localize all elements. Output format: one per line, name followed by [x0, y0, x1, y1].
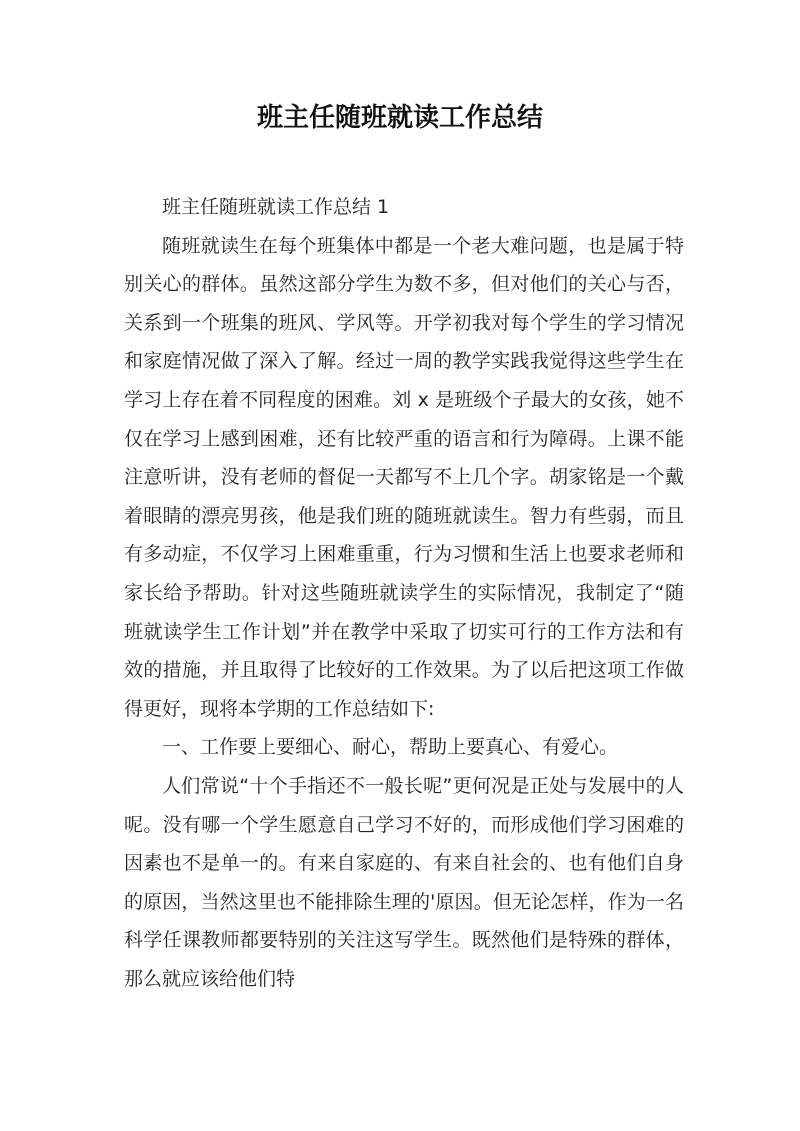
section-heading: 班主任随班就读工作总结 1: [162, 196, 390, 218]
subsection-heading: 一、工作要上要细心、耐心，帮助上要真心、有爱心。: [162, 736, 619, 759]
document-title: 班主任随班就读工作总结: [256, 103, 543, 133]
paragraph-body: 人们常说“十个手指还不一般长呢”更何况是正处与发展中的人呢。没有哪一个学生愿意自己学习不好的，而形成他们学习困难的因素也不是单一的。有来自家庭的、有来自社会的、也有他们自身的原因，当然这里也不能排除生理的'原因。但无论怎样，作为一名科学任课教师都要特别的关注这写学生。既然他们是特殊的群体，那么就应该给他们特: [124, 774, 684, 990]
paragraph-intro: 随班就读生在每个班集体中都是一个老大难问题，也是属于特别关心的群体。虽然这部分学生为数不多，但对他们的关心与否，关系到一个班集的班风、学风等。开学初我对每个学生的学习情况和家庭情况做了深入了解。经过一周的教学实践我觉得这些学生在学习上存在着不同程度的困难。刘 x 是班级个子最大的女孩，她不仅在学习上感到困难，还有比较严重的语言和行为障碍。上课不能注意听讲，没有老师的督促一天都写不上几个字。胡家铭是一个戴着眼睛的漂亮男孩，他是我们班的随班就读生。智力有些弱，而且有多动症，不仅学习上困难重重，行为习惯和生活上也要求老师和家长给予帮助。针对这些随班就读学生的实际情况，我制定了“随班就读学生工作计划”并在教学中采取了切实可行的工作方法和有效的措施，并且取得了比较好的工作效果。为了以后把这项工作做得更好，现将本学期的工作总结如下:: [124, 234, 684, 720]
document-body: [124, 188, 684, 998]
